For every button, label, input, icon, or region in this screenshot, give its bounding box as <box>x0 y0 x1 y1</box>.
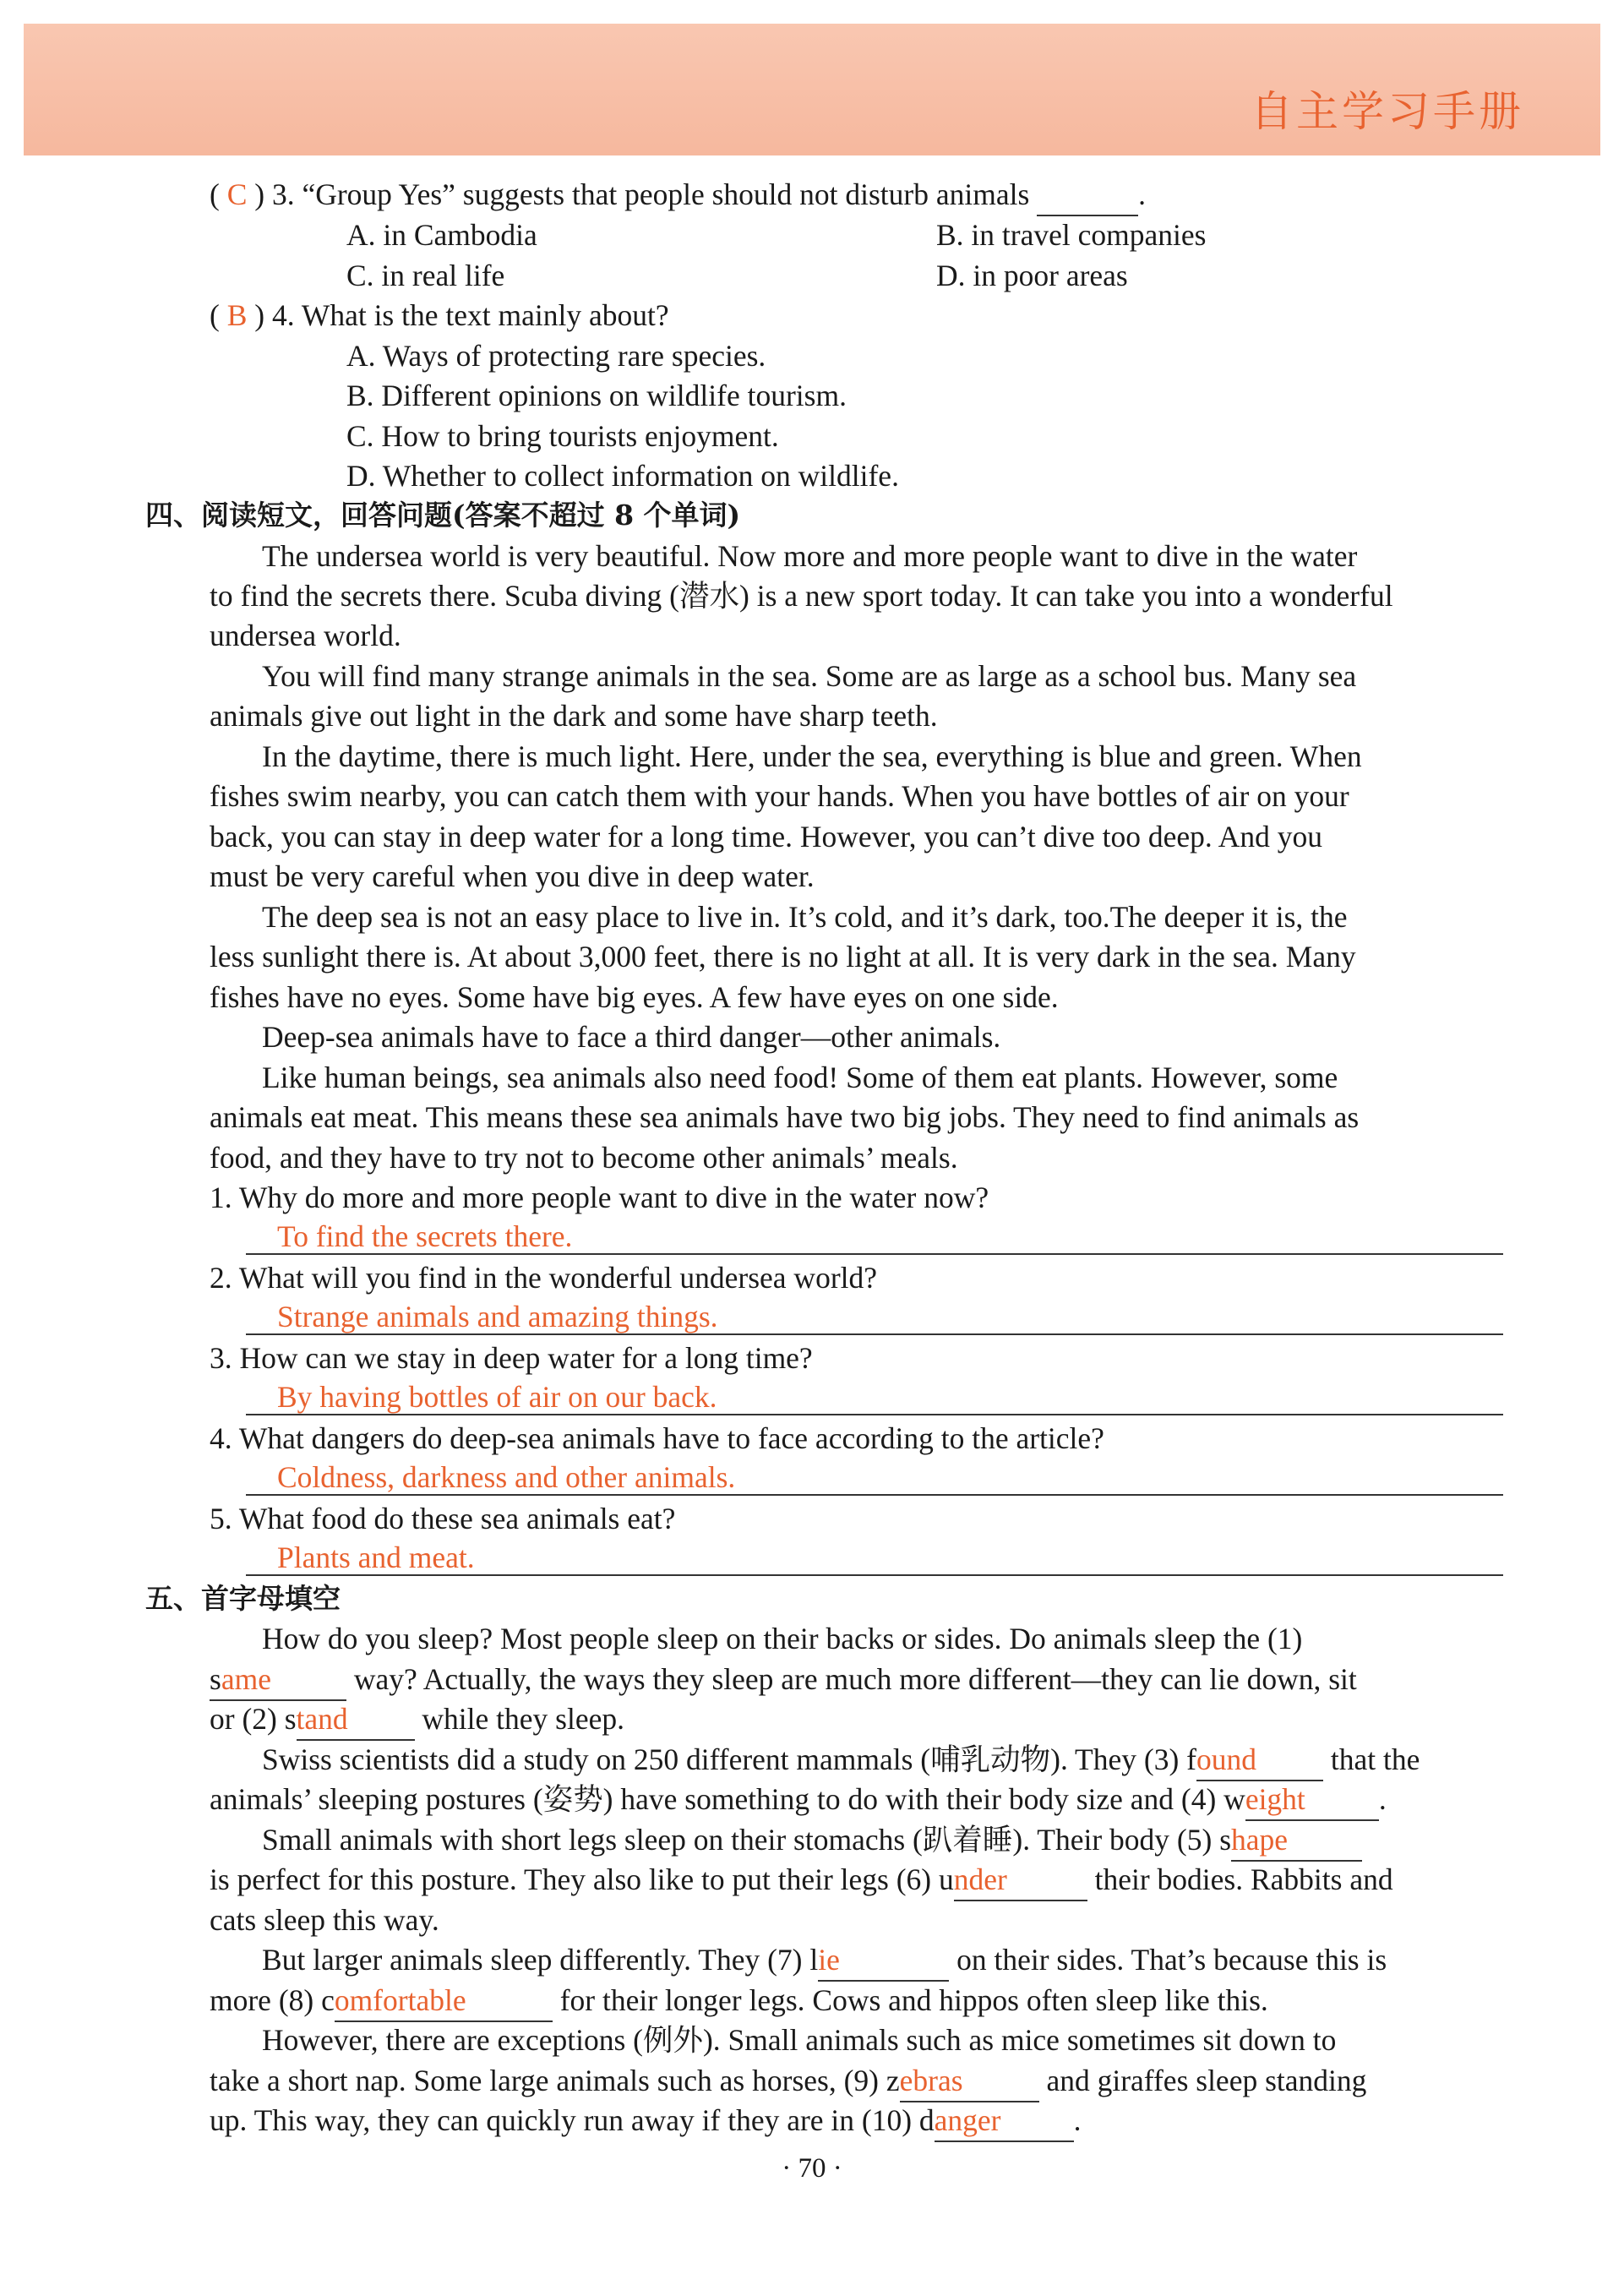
passage-line: to find the secrets there. Scuba diving (潜水) is a new sport today. It can take you into a wonderful <box>210 579 1393 613</box>
answer-line <box>246 1574 1503 1576</box>
passage-line: more (8) comfortable for their longer legs. Cows and hippos often sleep like this. <box>210 1980 1268 2022</box>
mc-answer: C <box>226 177 248 211</box>
fill-blank-5: hape <box>1231 1819 1362 1862</box>
fill-blank-10: anger <box>935 2100 1074 2142</box>
header-title: 自主学习手册 <box>1251 87 1524 136</box>
mc-option: B. Different opinions on wildlife tourism. <box>346 379 847 412</box>
blank-line <box>1037 174 1138 216</box>
fill-blank-3: ound <box>1196 1739 1323 1781</box>
passage-line: fishes swim nearby, you can catch them with your hands. When you have bottles of air on your <box>210 779 1349 813</box>
mc-option: B. in travel companies <box>936 218 1207 252</box>
passage-line: Deep-sea animals have to face a third danger—other animals. <box>262 1020 1001 1054</box>
passage-line: Like human beings, sea animals also need food! Some of them eat plants. However, some <box>262 1061 1338 1094</box>
passage-line: However, there are exceptions (例外). Small animals such as mice sometimes sit down to <box>262 2023 1337 2057</box>
fill-blank-6: nder <box>954 1859 1087 1901</box>
passage-line: food, and they have to try not to become other animals’ meals. <box>210 1141 958 1175</box>
answer-line <box>246 1494 1503 1496</box>
fill-blank-7: ie <box>818 1939 949 1982</box>
passage-line: animals give out light in the dark and some have sharp teeth. <box>210 699 938 733</box>
question: 2. What will you find in the wonderful undersea world? <box>210 1261 878 1295</box>
mc-option: A. in Cambodia <box>346 218 537 252</box>
passage-line: How do you sleep? Most people sleep on their backs or sides. Do animals sleep the (1) <box>262 1622 1303 1655</box>
fill-blank-9: ebras <box>900 2060 1039 2102</box>
question: 1. Why do more and more people want to dive in the water now? <box>210 1181 989 1214</box>
answer-text: Plants and meat. <box>277 1541 475 1574</box>
fill-blank-8: omfortable <box>335 1980 553 2022</box>
passage-line: The deep sea is not an easy place to live in. It’s cold, and it’s dark, too.The deeper it is, the <box>262 900 1348 934</box>
mc-question-3: ( C ) 3. “Group Yes” suggests that people should not disturb animals . <box>210 174 1146 216</box>
page-number: · 70 · <box>782 2153 842 2184</box>
mc-question-text: ) 4. What is the text mainly about? <box>254 298 669 332</box>
mc-question-text: ) 3. “Group Yes” suggests that people should not disturb animals <box>254 177 1030 211</box>
passage-line: In the daytime, there is much light. Here, under the sea, everything is blue and green. When <box>262 739 1362 773</box>
passage-line: is perfect for this posture. They also like to put their legs (6) under their bodies. Rabbits and <box>210 1859 1393 1901</box>
question: 3. How can we stay in deep water for a long time? <box>210 1341 813 1375</box>
mc-question-4: ( B ) 4. What is the text mainly about? <box>210 298 669 332</box>
passage-line: back, you can stay in deep water for a long time. However, you can’t dive too deep. And you <box>210 820 1322 853</box>
fill-blank-1: same <box>210 1659 346 1701</box>
answer-line <box>246 1253 1503 1255</box>
fill-blank-2: tand <box>297 1699 415 1741</box>
question: 5. What food do these sea animals eat? <box>210 1502 676 1535</box>
passage-line: same way? Actually, the ways they sleep are much more different—they can lie down, sit <box>210 1659 1357 1701</box>
answer-text: Strange animals and amazing things. <box>277 1300 718 1333</box>
answer-text: By having bottles of air on our back. <box>277 1380 717 1414</box>
passage-line: animals’ sleeping postures (姿势) have something to do with their body size and (4) weight . <box>210 1779 1387 1821</box>
passage-line: or (2) stand while they sleep. <box>210 1699 624 1741</box>
answer-text: Coldness, darkness and other animals. <box>277 1460 736 1494</box>
passage-line: The undersea world is very beautiful. Now more and more people want to dive in the water <box>262 539 1358 573</box>
passage-line: up. This way, they can quickly run away if they are in (10) danger . <box>210 2100 1082 2142</box>
section-5-heading: 五、首字母填空 <box>145 1582 341 1615</box>
mc-option: D. Whether to collect information on wildlife. <box>346 459 899 493</box>
passage-line: less sunlight there is. At about 3,000 feet, there is no light at all. It is very dark in the sea. Many <box>210 940 1356 973</box>
question: 4. What dangers do deep-sea animals have to face according to the article? <box>210 1421 1104 1455</box>
answer-line <box>246 1333 1503 1335</box>
passage-line: Swiss scientists did a study on 250 different mammals (哺乳动物). They (3) found that the <box>262 1739 1420 1781</box>
mc-answer: B <box>226 298 248 332</box>
mc-option: D. in poor areas <box>936 259 1128 292</box>
mc-option: C. in real life <box>346 259 505 292</box>
passage-line: animals eat meat. This means these sea animals have two big jobs. They need to find animals as <box>210 1100 1360 1134</box>
passage-line: undersea world. <box>210 619 401 652</box>
section-4-heading: 四、阅读短文，回答问题(答案不超过 8 个单词) <box>145 499 741 532</box>
mc-option: C. How to bring tourists enjoyment. <box>346 419 779 453</box>
passage-line: You will find many strange animals in the sea. Some are as large as a school bus. Many sea <box>262 659 1357 693</box>
passage-line: must be very careful when you dive in deep water. <box>210 859 815 893</box>
mc-option: A. Ways of protecting rare species. <box>346 339 766 373</box>
answer-text: To find the secrets there. <box>277 1219 573 1253</box>
passage-line: But larger animals sleep differently. They (7) lie on their sides. That’s because this is <box>262 1939 1387 1982</box>
passage-line: take a short nap. Some large animals such as horses, (9) zebras and giraffes sleep standing <box>210 2060 1366 2102</box>
passage-line: cats sleep this way. <box>210 1903 439 1937</box>
passage-line: Small animals with short legs sleep on their stomachs (趴着睡). Their body (5) shape <box>262 1819 1362 1862</box>
answer-line <box>246 1414 1503 1415</box>
fill-blank-4: eight <box>1245 1779 1379 1821</box>
passage-line: fishes have no eyes. Some have big eyes. A few have eyes on one side. <box>210 980 1059 1014</box>
